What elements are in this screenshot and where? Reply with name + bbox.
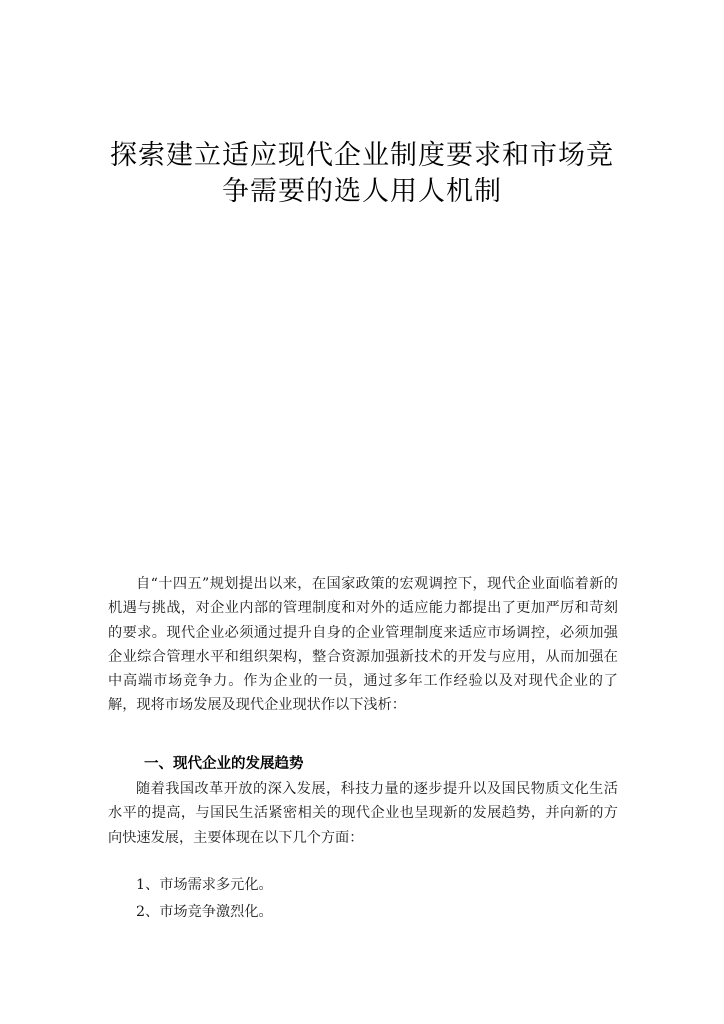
list-item: 2、市场竞争激烈化。 xyxy=(136,904,273,920)
document-title-line-2: 争需要的选人用人机制 xyxy=(222,176,502,207)
intro-paragraph: 自“十四五”规划提出以来，在国家政策的宏观调控下，现代企业面临着新的机遇与挑战，对企业内部的管理制度和对外的适应能力都提出了更加严厉和苛刻的要求。现代企业必须通过提升自身的企业管理制度来适应市场调控，必须加强企业综合管理水平和组织架构，整合资源加强新技术的开发与应用，从而加强在中高端市场竞争力。作为企业的一员，通过多年工作经验以及对现代企业的了解，现将市场发展及现代企业现状作以下浅析： xyxy=(108,576,618,714)
section-heading: 一、现代企业的发展趋势 xyxy=(144,756,304,772)
section-paragraph: 随着我国改革开放的深入发展，科技力量的逐步提升以及国民物质文化生活水平的提高，与国民生活紧密相关的现代企业也呈现新的发展趋势，并向新的方向快速发展，主要体现在以下几个方面： xyxy=(108,781,618,846)
document-title-line-1: 探索建立适应现代企业制度要求和市场竞 xyxy=(110,140,614,171)
list-item: 1、市场需求多元化。 xyxy=(136,877,273,893)
